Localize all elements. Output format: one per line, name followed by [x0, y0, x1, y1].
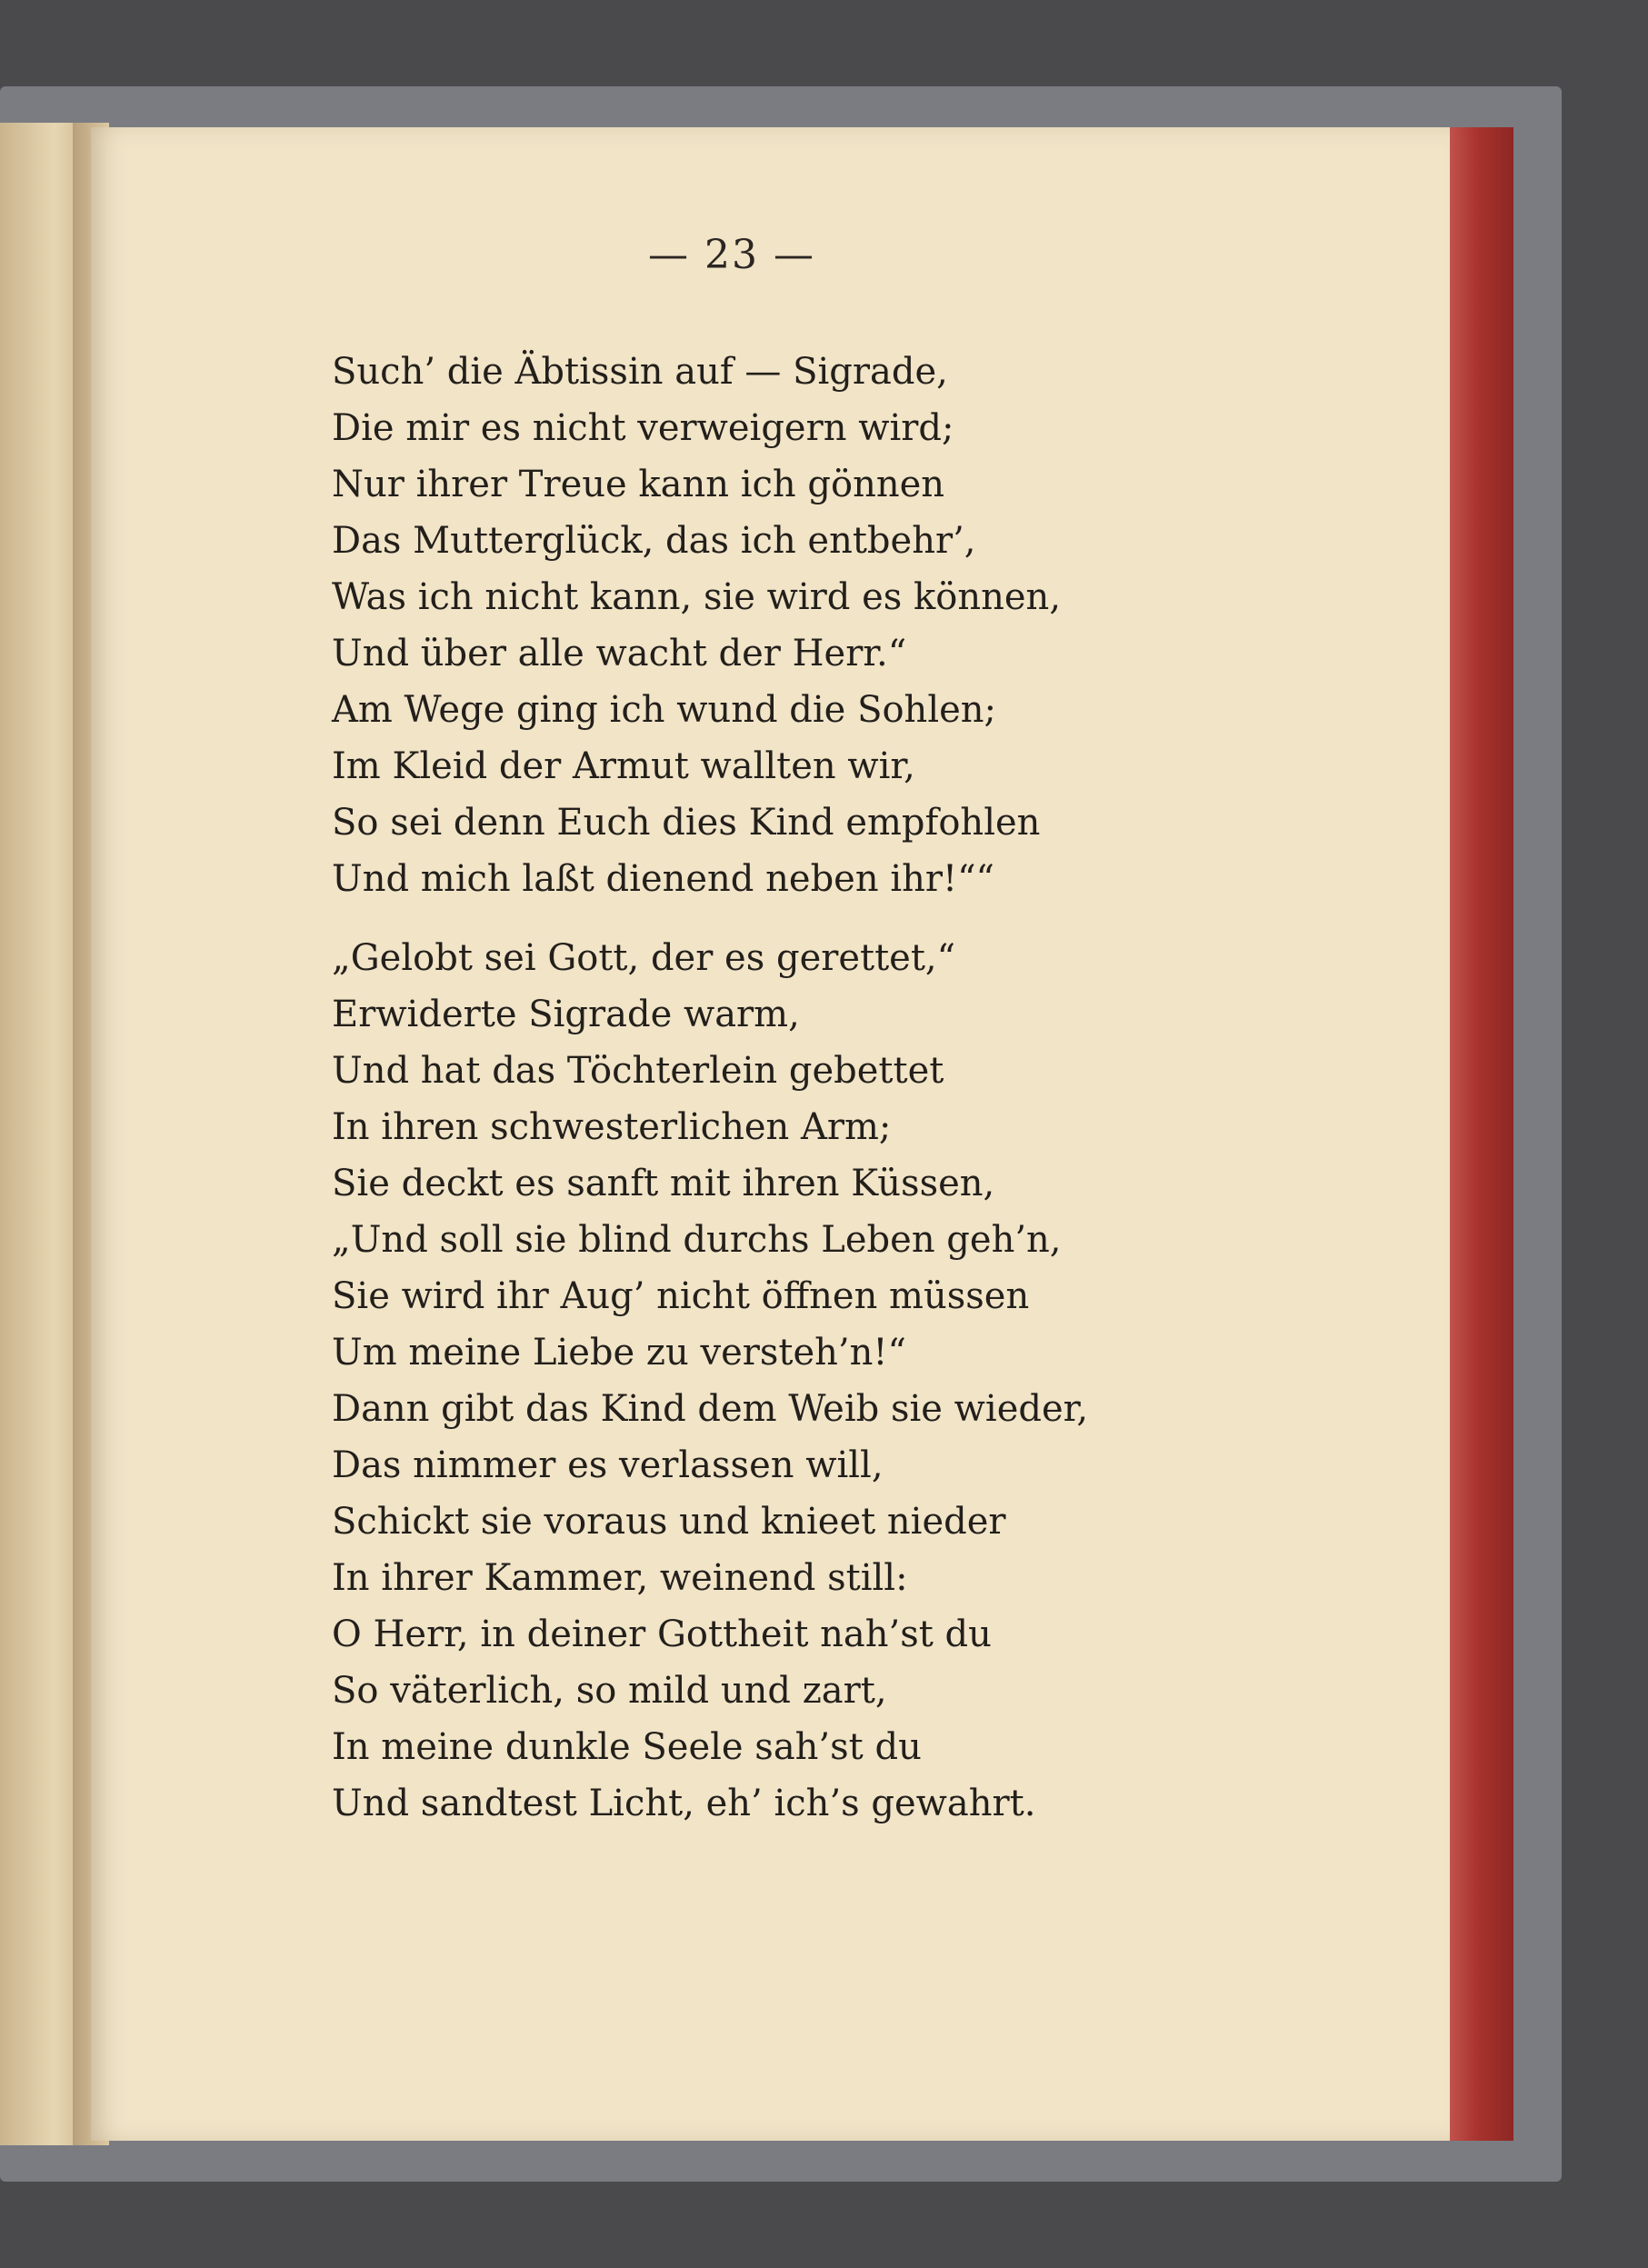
verse-line: In ihrer Kammer, weinend still: [332, 1557, 908, 1599]
stanza-1 [332, 344, 1241, 907]
verse-line: In ihren schwesterlichen Arm; [332, 1106, 892, 1148]
verse-line: „Gelobt sei Gott, der es gerettet,“ [332, 937, 956, 979]
verse-line: Am Wege ging ich wund die Sohlen; [332, 689, 997, 731]
verse-line: Nur ihrer Treue kann ich gönnen [332, 464, 945, 505]
verse-line: So väterlich, so mild und zart, [332, 1670, 887, 1712]
verse-line: Das Mutterglück, das ich entbehr’, [332, 520, 976, 562]
verse-line: Dann gibt das Kind dem Weib sie wieder, [332, 1388, 1089, 1430]
verse-line: Sie wird ihr Aug’ nicht öffnen müssen [332, 1275, 1030, 1317]
verse-line: Die mir es nicht verweigern wird; [332, 407, 954, 449]
verse-line: Und über alle wacht der Herr.“ [332, 633, 907, 674]
verse-line: Sie deckt es sanft mit ihren Küssen, [332, 1163, 995, 1204]
verse-line: Was ich nicht kann, sie wird es können, [332, 576, 1062, 618]
page-edge [1450, 127, 1513, 2141]
verse-line: In meine dunkle Seele sah’st du [332, 1726, 922, 1768]
stanza-2 [332, 930, 1241, 1832]
verse-line: Und hat das Töchterlein gebettet [332, 1050, 944, 1092]
verse-line: Und mich laßt dienend neben ihr!““ [332, 858, 994, 900]
verse-line: O Herr, in deiner Gottheit nah’st du [332, 1614, 992, 1655]
verse-line: Um meine Liebe zu versteh’n!“ [332, 1332, 906, 1374]
verse-line: Such’ die Äbtissin auf — Sigrade, [332, 351, 948, 393]
verse-line: Im Kleid der Armut wallten wir, [332, 745, 915, 787]
verse-line: Erwiderte Sigrade warm, [332, 994, 800, 1035]
verse-line: Schickt sie voraus und knieet nieder [332, 1501, 1006, 1543]
verse-line: „Und soll sie blind durchs Leben geh’n, [332, 1219, 1062, 1261]
page-number: — 23 — [648, 232, 815, 278]
verse-line: Das nimmer es verlassen will, [332, 1444, 884, 1486]
verse-line: So sei denn Euch dies Kind empfohlen [332, 802, 1041, 844]
verse-line: Und sandtest Licht, eh’ ich’s gewahrt. [332, 1783, 1036, 1824]
